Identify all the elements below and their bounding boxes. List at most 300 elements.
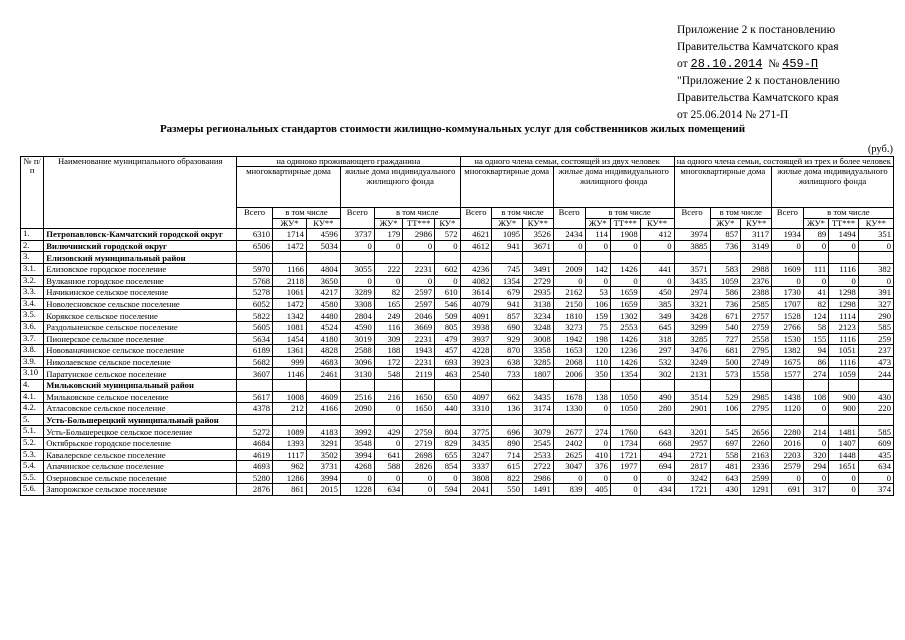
- row-number: 5.3.: [21, 449, 44, 461]
- row-value: 165: [374, 298, 403, 310]
- row-value: 259: [858, 333, 893, 345]
- row-value: 2231: [403, 356, 435, 368]
- row-number: 2.: [21, 240, 44, 252]
- row-value: 1472: [273, 298, 307, 310]
- row-value: 1577: [772, 368, 804, 380]
- row-value: 1760: [610, 426, 640, 438]
- row-value: 3047: [553, 461, 585, 473]
- row-value: 1286: [273, 472, 307, 484]
- row-value: 4166: [306, 403, 340, 415]
- row-value: 5634: [237, 333, 273, 345]
- row-number: 3.8.: [21, 345, 44, 357]
- row-value: 214: [803, 426, 828, 438]
- row-value: 106: [710, 403, 741, 415]
- row-value: 1908: [610, 229, 640, 241]
- table-row: [21, 287, 894, 299]
- row-value: 3138: [523, 298, 554, 310]
- row-value: 900: [829, 391, 859, 403]
- row-value: 643: [640, 426, 674, 438]
- row-value: 0: [340, 240, 374, 252]
- row-value: 594: [435, 484, 460, 496]
- row-value: 1426: [610, 264, 640, 276]
- row-value: 2123: [829, 321, 859, 333]
- row-value: [340, 252, 374, 264]
- row-value: 5280: [237, 472, 273, 484]
- row-value: 4804: [306, 264, 340, 276]
- row-value: 0: [858, 240, 893, 252]
- row-value: 3994: [340, 449, 374, 461]
- row-value: 602: [435, 264, 460, 276]
- row-value: 3731: [306, 461, 340, 473]
- row-value: 2006: [553, 368, 585, 380]
- row-value: 641: [374, 449, 403, 461]
- row-value: 4619: [237, 449, 273, 461]
- row-value: [640, 252, 674, 264]
- row-value: 2759: [741, 321, 772, 333]
- row-value: 662: [492, 391, 523, 403]
- row-value: 4621: [460, 229, 492, 241]
- row-value: 3614: [460, 287, 492, 299]
- row-value: 6052: [237, 298, 273, 310]
- row-value: 1298: [829, 287, 859, 299]
- row-value: 450: [640, 287, 674, 299]
- table-row: [21, 240, 894, 252]
- row-value: 0: [435, 240, 460, 252]
- row-value: 82: [803, 298, 828, 310]
- row-number: 5.4.: [21, 461, 44, 473]
- table-row: [21, 449, 894, 461]
- col-ku: КУ**: [523, 218, 554, 228]
- row-name: Раздольненское сельское поселение: [44, 321, 237, 333]
- row-value: 2766: [772, 321, 804, 333]
- row-value: 0: [340, 275, 374, 287]
- table-row: [21, 484, 894, 496]
- row-value: 2131: [674, 368, 710, 380]
- row-value: 435: [858, 449, 893, 461]
- row-value: 441: [640, 264, 674, 276]
- row-value: 3526: [523, 229, 554, 241]
- col-header-no: № п/п: [21, 157, 44, 229]
- row-value: 0: [803, 472, 828, 484]
- header-line-4: "Приложение 2 к постановлению: [677, 75, 840, 87]
- row-value: 3514: [674, 391, 710, 403]
- row-value: [610, 414, 640, 426]
- row-value: 2402: [553, 437, 585, 449]
- row-value: 2795: [741, 345, 772, 357]
- table-row: [21, 403, 894, 415]
- header-line-6: от 25.06.2014 № 271-П: [677, 109, 789, 121]
- row-value: 573: [710, 368, 741, 380]
- row-value: 0: [772, 240, 804, 252]
- row-value: 681: [710, 345, 741, 357]
- row-name: Кавалерское сельское поселение: [44, 449, 237, 461]
- row-value: 745: [492, 264, 523, 276]
- row-value: 351: [858, 229, 893, 241]
- row-value: 2986: [523, 472, 554, 484]
- row-value: 1146: [273, 368, 307, 380]
- row-value: 1236: [610, 345, 640, 357]
- row-name: Усть-Большерецкое сельское поселение: [44, 426, 237, 438]
- row-value: 1558: [741, 368, 772, 380]
- row-value: 3291: [306, 437, 340, 449]
- row-value: 805: [435, 321, 460, 333]
- row-value: 2162: [553, 287, 585, 299]
- row-value: 1291: [741, 484, 772, 496]
- row-value: 1609: [772, 264, 804, 276]
- row-value: 643: [710, 472, 741, 484]
- row-value: [340, 379, 374, 391]
- row-value: 2817: [674, 461, 710, 473]
- row-value: 110: [585, 356, 610, 368]
- row-value: 3937: [460, 333, 492, 345]
- row-value: 736: [710, 240, 741, 252]
- row-value: 2826: [403, 461, 435, 473]
- row-number: 3.10: [21, 368, 44, 380]
- row-value: 609: [858, 437, 893, 449]
- row-value: 1528: [772, 310, 804, 322]
- row-value: 41: [803, 287, 828, 299]
- row-value: 0: [858, 472, 893, 484]
- row-value: 5278: [237, 287, 273, 299]
- row-value: 3650: [306, 275, 340, 287]
- col-total: Всего: [553, 208, 585, 229]
- row-value: 136: [492, 403, 523, 415]
- row-value: [674, 379, 710, 391]
- row-value: 1095: [492, 229, 523, 241]
- row-value: 634: [858, 461, 893, 473]
- row-value: 3321: [674, 298, 710, 310]
- row-value: [273, 379, 307, 391]
- row-value: 0: [772, 275, 804, 287]
- row-value: 1117: [273, 449, 307, 461]
- row-value: [374, 414, 403, 426]
- header-line-5: Правительства Камчатского края: [677, 92, 839, 104]
- row-value: 1721: [674, 484, 710, 496]
- row-value: 0: [403, 240, 435, 252]
- row-value: 302: [640, 368, 674, 380]
- row-value: 1228: [340, 484, 374, 496]
- row-value: 0: [374, 437, 403, 449]
- row-value: 155: [803, 333, 828, 345]
- row-value: 1730: [772, 287, 804, 299]
- row-value: [585, 379, 610, 391]
- table-row: [21, 229, 894, 241]
- row-value: 2988: [741, 264, 772, 276]
- row-value: 3476: [674, 345, 710, 357]
- row-value: 4612: [460, 240, 492, 252]
- row-value: 4091: [460, 310, 492, 322]
- row-value: 237: [858, 345, 893, 357]
- row-value: 0: [553, 472, 585, 484]
- row-value: 2041: [460, 484, 492, 496]
- row-value: 3671: [523, 240, 554, 252]
- col-incl: в том числе: [803, 208, 893, 218]
- row-value: 1943: [403, 345, 435, 357]
- row-value: [640, 414, 674, 426]
- row-value: 429: [374, 426, 403, 438]
- row-value: 5768: [237, 275, 273, 287]
- col-incl: в том числе: [710, 208, 771, 218]
- row-name: Мильковское сельское поселение: [44, 391, 237, 403]
- row-value: [237, 414, 273, 426]
- row-value: 3310: [460, 403, 492, 415]
- row-value: 430: [710, 484, 741, 496]
- document-header: [677, 22, 840, 124]
- row-value: 2434: [553, 229, 585, 241]
- row-value: 1298: [829, 298, 859, 310]
- row-value: 4236: [460, 264, 492, 276]
- row-number: 3.2.: [21, 275, 44, 287]
- row-value: 2118: [273, 275, 307, 287]
- row-value: [553, 252, 585, 264]
- row-number: 5.5.: [21, 472, 44, 484]
- col-ku: КУ**: [640, 218, 674, 228]
- row-value: 318: [640, 333, 674, 345]
- col-house-2: жилые дома индивидуального жилищного фонда: [553, 167, 674, 208]
- row-value: 2759: [403, 426, 435, 438]
- col-zhu: ЖУ*: [710, 218, 741, 228]
- row-name: Паратунское сельское поселение: [44, 368, 237, 380]
- row-value: [741, 414, 772, 426]
- row-value: 941: [492, 298, 523, 310]
- row-value: [674, 252, 710, 264]
- row-value: 558: [710, 449, 741, 461]
- row-value: [674, 414, 710, 426]
- row-name: Елизовское городское поселение: [44, 264, 237, 276]
- header-line-2: Правительства Камчатского края: [677, 41, 839, 53]
- row-value: [273, 252, 307, 264]
- row-value: 585: [858, 321, 893, 333]
- row-value: 0: [803, 275, 828, 287]
- row-value: [523, 252, 554, 264]
- row-value: 0: [585, 437, 610, 449]
- row-value: 410: [585, 449, 610, 461]
- row-value: 3285: [523, 356, 554, 368]
- row-value: 2719: [403, 437, 435, 449]
- col-header-name: Наименование муниципального образования: [44, 157, 237, 229]
- row-value: 588: [374, 461, 403, 473]
- row-value: 2656: [741, 426, 772, 438]
- table-row: [21, 321, 894, 333]
- row-value: 2009: [553, 264, 585, 276]
- row-value: 6310: [237, 229, 273, 241]
- row-value: 0: [610, 240, 640, 252]
- col-apt-2: многоквартирные дома: [460, 167, 553, 208]
- row-value: 0: [585, 275, 610, 287]
- row-value: 0: [585, 472, 610, 484]
- row-value: 2203: [772, 449, 804, 461]
- row-value: 2677: [553, 426, 585, 438]
- row-value: 1810: [553, 310, 585, 322]
- row-value: 494: [640, 449, 674, 461]
- row-value: [492, 414, 523, 426]
- row-value: 929: [492, 333, 523, 345]
- row-value: 4268: [340, 461, 374, 473]
- row-value: 2935: [523, 287, 554, 299]
- row-value: 671: [710, 310, 741, 322]
- row-value: 2804: [340, 310, 374, 322]
- row-value: 4228: [460, 345, 492, 357]
- row-number: 3.3.: [21, 287, 44, 299]
- row-value: 2579: [772, 461, 804, 473]
- row-value: [585, 414, 610, 426]
- row-value: 2016: [772, 437, 804, 449]
- row-value: [273, 414, 307, 426]
- row-value: 6189: [237, 345, 273, 357]
- row-value: 2119: [403, 368, 435, 380]
- row-name: Октябрьское городское поселение: [44, 437, 237, 449]
- row-value: 1354: [610, 368, 640, 380]
- row-value: [741, 252, 772, 264]
- row-value: [803, 379, 828, 391]
- row-value: 0: [829, 484, 859, 496]
- row-value: 473: [858, 356, 893, 368]
- row-value: 159: [585, 310, 610, 322]
- row-value: 2585: [741, 298, 772, 310]
- row-value: 4684: [237, 437, 273, 449]
- row-value: 3285: [674, 333, 710, 345]
- table-row: [21, 252, 894, 264]
- row-value: 53: [585, 287, 610, 299]
- row-value: 696: [492, 426, 523, 438]
- row-value: 2957: [674, 437, 710, 449]
- row-value: 0: [553, 275, 585, 287]
- row-value: 1472: [273, 240, 307, 252]
- row-value: 58: [803, 321, 828, 333]
- row-value: 1707: [772, 298, 804, 310]
- row-value: 509: [435, 310, 460, 322]
- row-value: 3607: [237, 368, 273, 380]
- row-value: 0: [610, 484, 640, 496]
- row-value: [829, 414, 859, 426]
- row-value: 463: [435, 368, 460, 380]
- unit-label: (руб.): [867, 144, 893, 155]
- row-value: 0: [829, 240, 859, 252]
- row-value: 86: [803, 356, 828, 368]
- row-value: 0: [374, 275, 403, 287]
- row-value: 6506: [237, 240, 273, 252]
- row-value: 2597: [403, 298, 435, 310]
- row-value: 2558: [741, 333, 772, 345]
- row-value: 479: [435, 333, 460, 345]
- row-value: 4590: [340, 321, 374, 333]
- row-value: [858, 252, 893, 264]
- row-value: 1361: [273, 345, 307, 357]
- row-value: 4079: [460, 298, 492, 310]
- row-value: 3938: [460, 321, 492, 333]
- row-value: 3808: [460, 472, 492, 484]
- row-number: 3.4.: [21, 298, 44, 310]
- row-value: 3019: [340, 333, 374, 345]
- row-value: 5034: [306, 240, 340, 252]
- row-value: 839: [553, 484, 585, 496]
- row-value: 3149: [741, 240, 772, 252]
- row-value: 4180: [306, 333, 340, 345]
- row-value: [435, 414, 460, 426]
- row-value: 3885: [674, 240, 710, 252]
- row-value: [306, 414, 340, 426]
- row-value: 500: [710, 356, 741, 368]
- row-value: 1721: [610, 449, 640, 461]
- row-value: 1116: [829, 356, 859, 368]
- row-value: 1061: [273, 287, 307, 299]
- row-value: 1342: [273, 310, 307, 322]
- row-value: 0: [829, 275, 859, 287]
- row-value: 540: [710, 321, 741, 333]
- row-name: Елизовский муниципальный район: [44, 252, 237, 264]
- row-value: 1116: [829, 264, 859, 276]
- row-value: 3289: [340, 287, 374, 299]
- row-value: 116: [374, 321, 403, 333]
- row-value: 2974: [674, 287, 710, 299]
- row-value: 583: [710, 264, 741, 276]
- row-value: 2698: [403, 449, 435, 461]
- row-value: 274: [585, 426, 610, 438]
- row-value: 529: [710, 391, 741, 403]
- row-value: 3669: [403, 321, 435, 333]
- col-total: Всего: [340, 208, 374, 229]
- row-value: 249: [374, 310, 403, 322]
- row-name: Николаевское сельское поселение: [44, 356, 237, 368]
- row-value: 385: [640, 298, 674, 310]
- row-value: 586: [710, 287, 741, 299]
- row-value: 3234: [523, 310, 554, 322]
- row-value: 5822: [237, 310, 273, 322]
- row-value: 2795: [741, 403, 772, 415]
- row-value: 1494: [829, 229, 859, 241]
- row-value: 3117: [741, 229, 772, 241]
- row-value: 188: [374, 345, 403, 357]
- row-value: 4683: [306, 356, 340, 368]
- row-value: 1166: [273, 264, 307, 276]
- row-value: 645: [640, 321, 674, 333]
- row-value: [585, 252, 610, 264]
- row-value: 2090: [340, 403, 374, 415]
- row-value: 3571: [674, 264, 710, 276]
- row-value: [492, 379, 523, 391]
- row-value: 220: [858, 403, 893, 415]
- row-value: 650: [435, 391, 460, 403]
- col-ku: КУ*: [435, 218, 460, 228]
- row-value: [460, 414, 492, 426]
- row-number: 1.: [21, 229, 44, 241]
- row-value: 690: [492, 321, 523, 333]
- row-value: 0: [403, 484, 435, 496]
- row-value: 2729: [523, 275, 554, 287]
- row-value: [803, 414, 828, 426]
- row-number: 3.1.: [21, 264, 44, 276]
- row-value: 120: [585, 345, 610, 357]
- row-value: 1678: [553, 391, 585, 403]
- col-incl: в том числе: [374, 208, 460, 218]
- row-value: 693: [435, 356, 460, 368]
- row-value: 5617: [237, 391, 273, 403]
- col-group-three: на одного члена семьи, состоящей из трех и более человек: [674, 157, 893, 167]
- row-value: [435, 379, 460, 391]
- row-value: 349: [640, 310, 674, 322]
- row-value: [237, 252, 273, 264]
- row-value: 222: [374, 264, 403, 276]
- row-value: 111: [803, 264, 828, 276]
- row-value: 0: [610, 275, 640, 287]
- row-value: [435, 252, 460, 264]
- row-value: 679: [492, 287, 523, 299]
- header-date: 28.10.2014: [690, 57, 763, 71]
- row-value: 3308: [340, 298, 374, 310]
- row-value: 320: [803, 449, 828, 461]
- row-value: 1120: [772, 403, 804, 415]
- row-value: 548: [374, 368, 403, 380]
